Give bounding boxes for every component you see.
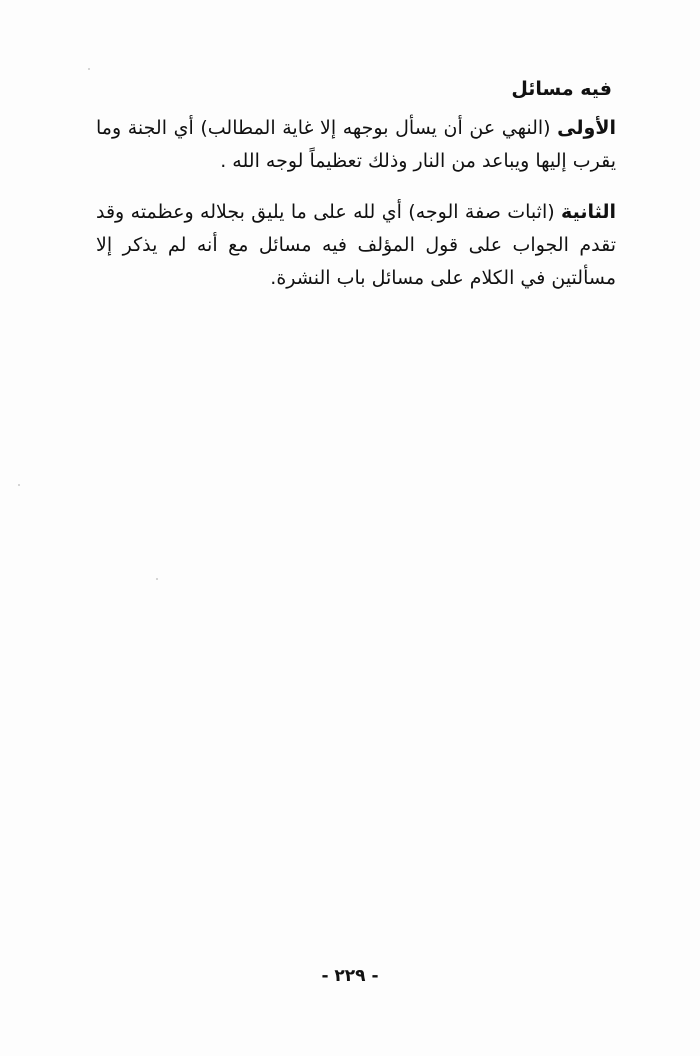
paragraph-second-body: (اثبات صفة الوجه) أي لله على ما يليق بجلاله وعظمته وقد تقدم الجواب على قول المؤلف فيه مسائل مع أنه لم يذكر إلا مسألتين في الكلام على مسائل باب النشرة. xyxy=(96,201,616,289)
paragraph-first-text xyxy=(96,112,616,178)
paragraph-first-body: (النهي عن أن يسأل بوجهه إلا غاية المطالب) أي الجنة وما يقرب إليها ويباعد من النار وذلك تعظيماً لوجه الله . xyxy=(96,117,616,172)
paragraph-second xyxy=(96,196,616,295)
paragraph-first xyxy=(96,112,616,178)
paragraph-second-lead: الثانية xyxy=(561,201,616,223)
paragraph-first-lead: الأولى xyxy=(557,117,616,139)
scan-speck xyxy=(156,578,158,580)
page-number: - ٢٢٩ - xyxy=(321,966,379,986)
scan-speck xyxy=(18,484,20,486)
scan-speck xyxy=(88,68,90,70)
paragraph-second-text xyxy=(96,196,616,295)
section-heading: فيه مسائل xyxy=(511,78,612,100)
